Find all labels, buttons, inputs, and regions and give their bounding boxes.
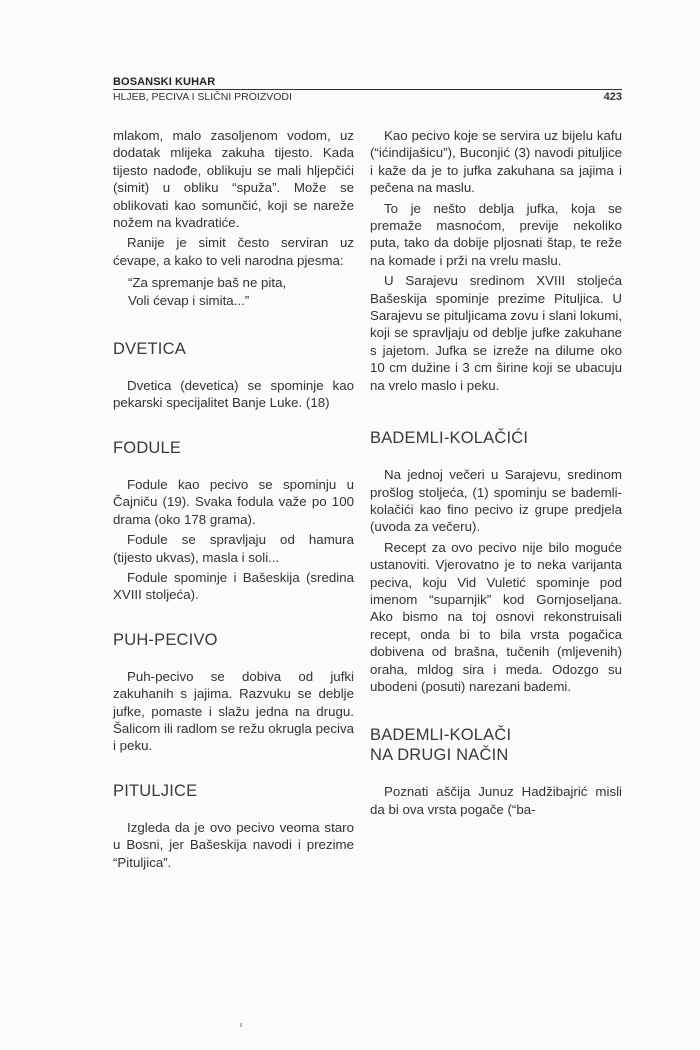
paragraph: Fodule kao pecivo se spominju u Čajniču (19). Svaka fodula važe po 100 drama (oko 178 grama). [113, 476, 354, 527]
section-heading-pituljice: PITULJICE [113, 781, 198, 800]
section-heading-fodule: FODULE [113, 438, 182, 457]
paragraph: Dvetica (devetica) se spominje kao pekarski specijalitet Banje Luke. (18) [113, 378, 354, 411]
running-header [113, 76, 622, 104]
section-heading-bademli-kolaci-drugi-nacin [370, 725, 622, 765]
paragraph: Fodule se spravljaju od hamura (tijesto ukvas), masla i soli... [113, 532, 354, 565]
scan-speck [240, 1023, 242, 1027]
paragraph: Ranije je simit često serviran uz ćevape, a kako to veli narodna pjesma: [113, 235, 354, 268]
paragraph: Recept za ovo pecivo nije bilo moguće ustanoviti. Vjerovatno je to neka varijanta peciva, koju Vid Vuletić spominje pod imenom “suparnjik” kod Gornjoseljana. Ako bismo na toj osnovi rekonstruisali recept, onda bi to bila vrsta pogačica dobivena od brašna, tučenih (mljevenih) oraha, mldog sira i meda. Odozgo su ubodeni (posuti) narezani bademi. [370, 539, 622, 694]
chapter-line [113, 91, 622, 104]
heading-line: BADEMLI-KOLAČI [370, 726, 512, 745]
section-heading-bademli-kolacici: BADEMLI-KOLAČIĆI [370, 429, 529, 448]
heading-line: NA DRUGI NAČIN [370, 746, 509, 765]
paragraph: Kao pecivo koje se servira uz bijelu kafu (“ićindijašicu”), Buconjić (3) navodi pituljice i kaže da je to jufka zakuhana sa jajima i pečena na maslu. [370, 128, 622, 196]
paragraph: Poznati aščija Junuz Hadžibajrić misli da bi ova vrsta pogače (“ba- [370, 784, 622, 817]
paragraph: To je nešto deblja jufka, koja se premaže masnoćom, previje nekoliko puta, tako da dobije pljosnati štap, te reže na komade i prži na vrelu maslu. [370, 200, 622, 268]
paragraph: mlakom, malo zasoljenom vodom, uz dodatak mlijeka zakuha tijesto. Kada tijesto nadođe, oblikuju se mali hljepčići (simit) u obliku “spuža”. Može se oblikovati kao somunčić, koji se nareže nožem na kvadratiće. [113, 128, 354, 231]
chapter-title: HLJEB, PECIVA I SLIČNI PROIZVODI [113, 91, 292, 103]
right-column [370, 127, 622, 818]
book-title: BOSANSKI KUHAR [113, 76, 622, 90]
verse-line: “Za spremanje baš ne pita, [128, 275, 287, 291]
folk-verse [128, 274, 354, 309]
paragraph: Fodule spominje i Bašeskija (sredina XVIII stoljeća). [113, 569, 354, 603]
paragraph: Izgleda da je ovo pecivo veoma staro u Bosni, jer Bašeskija navodi i prezime “Pituljica”. [113, 819, 354, 870]
verse-line: Voli ćevap i simita...” [128, 292, 250, 308]
paragraph: Puh-pecivo se dobiva od jufki zakuhanih s jajima. Razvuku se deblje jufke, pomaste i slažu jedna na drugu. Šalicom ili radlom se režu okrugla peciva i peku. [113, 668, 354, 754]
paragraph: U Sarajevu sredinom XVIII stoljeća Bašeskija spominje prezime Pituljica. U Sarajevu se pituljicama zovu i slani lokumi, koji se spravljaju od deblje jufke zakuhane s jajetom. Jufka se izreže na dilume oko 10 cm dužine i 3 cm širine koji se ubacuju na vrelo maslo i peku. [370, 273, 623, 393]
paragraph: Na jednoj večeri u Sarajevu, sredinom prošlog stoljeća, (1) spominju se bademli-kolačići kao fino pecivo iz grupe predjela (uvoda za večeru). [370, 467, 622, 535]
page-number: 423 [603, 91, 622, 103]
section-heading-puh-pecivo: PUH-PECIVO [113, 630, 218, 649]
section-heading-dvetica: DVETICA [113, 340, 186, 359]
left-column [113, 127, 354, 871]
